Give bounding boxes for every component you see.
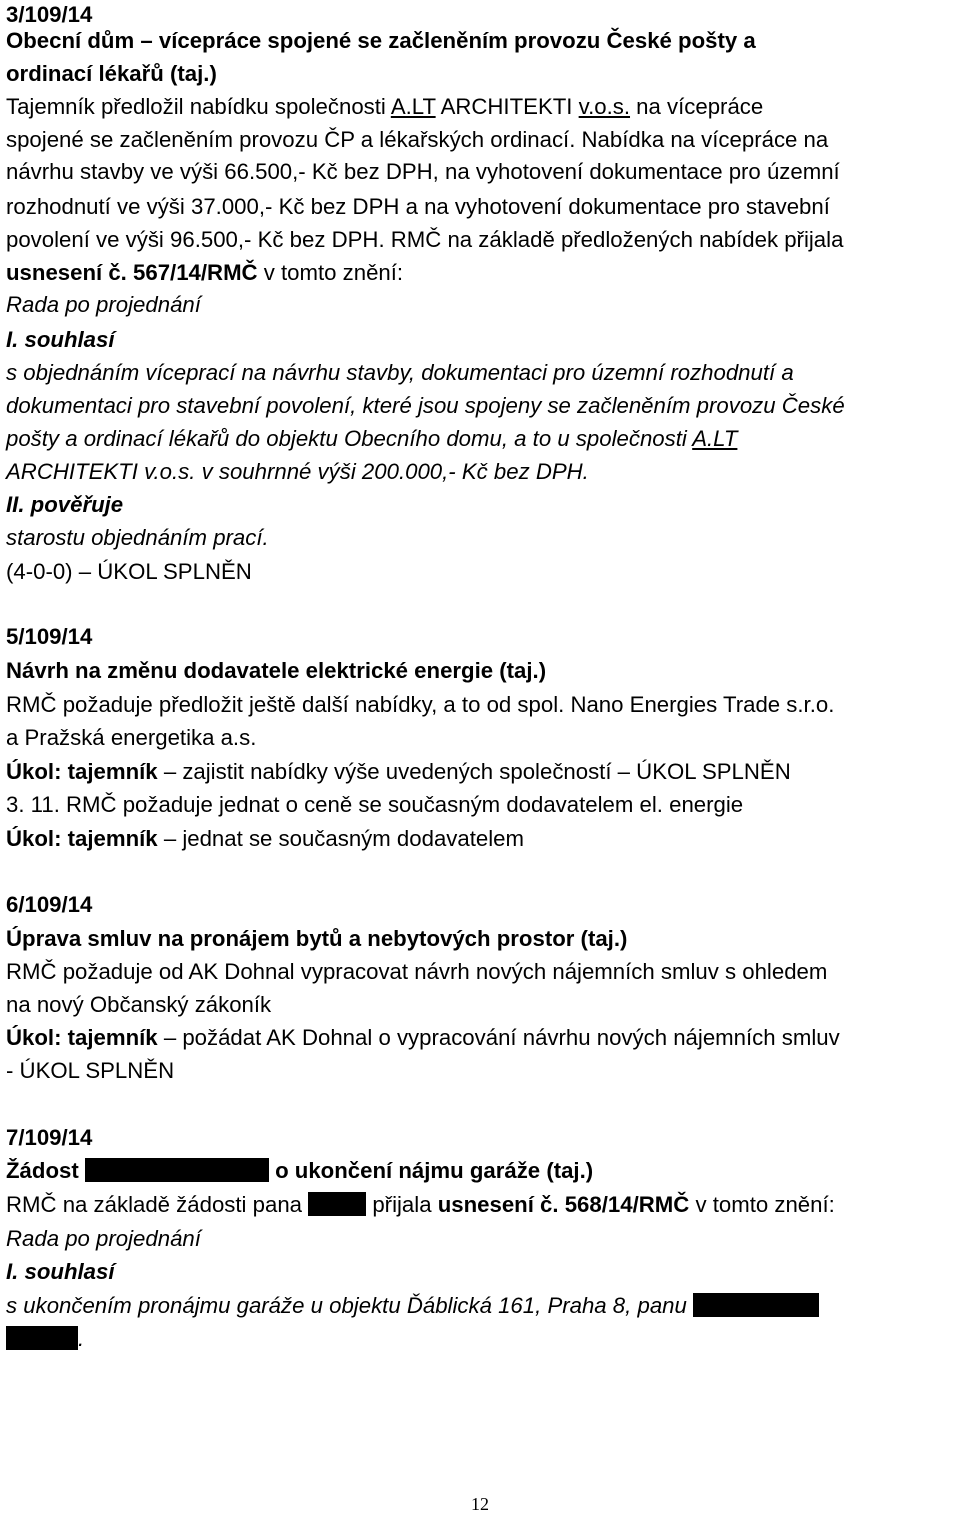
section-title: Žádost o ukončení nájmu garáže (taj.) bbox=[6, 1158, 594, 1183]
section-title-cont: ordinací lékařů (taj.) bbox=[6, 61, 217, 86]
resolution-intro: Rada po projednání bbox=[6, 1226, 201, 1251]
task-line: Úkol: tajemník – zajistit nabídky výše uvedených společností – ÚKOL SPLNĚN bbox=[6, 759, 791, 784]
resolution-text: s objednáním víceprací na návrhu stavby, dokumentaci pro územní rozhodnutí a bbox=[6, 360, 794, 385]
section-id: 6/109/14 bbox=[6, 892, 93, 917]
paragraph-line: usnesení č. 567/14/RMČ v tomto znění: bbox=[6, 260, 404, 285]
resolution-text: starostu objednáním prací. bbox=[6, 525, 269, 550]
link-alt[interactable]: A.LT bbox=[390, 94, 436, 119]
paragraph-line: povolení ve výši 96.500,- Kč bez DPH. RMČ na základě předložených nabídek přijala bbox=[6, 227, 844, 252]
resolution-clause: II. pověřuje bbox=[6, 492, 124, 517]
section-id: 5/109/14 bbox=[6, 624, 93, 649]
resolution-text: dokumentaci pro stavební povolení, které jsou spojeny se začleněním provozu České bbox=[6, 393, 845, 418]
resolution-text: pošty a ordinací lékařů do objektu Obecního domu, a to u společnosti A.LT bbox=[6, 426, 738, 451]
paragraph-line: RMČ na základě žádosti pana přijala usnesení č. 568/14/RMČ v tomto znění: bbox=[6, 1192, 835, 1217]
resolution-text: . bbox=[6, 1326, 84, 1352]
link-vos[interactable]: v.o.s. bbox=[578, 94, 631, 119]
section-title: Návrh na změnu dodavatele elektrické energie (taj.) bbox=[6, 658, 547, 683]
section-id: 3/109/14 bbox=[6, 2, 93, 27]
paragraph-line: - ÚKOL SPLNĚN bbox=[6, 1058, 175, 1083]
resolution-intro: Rada po projednání bbox=[6, 292, 201, 317]
redaction-block bbox=[85, 1158, 269, 1182]
resolution-text: s ukončením pronájmu garáže u objektu Ďáblická 161, Praha 8, panu bbox=[6, 1293, 819, 1319]
redaction-block bbox=[6, 1326, 78, 1350]
paragraph-line: RMČ požaduje od AK Dohnal vypracovat návrh nových nájemních smluv s ohledem bbox=[6, 959, 828, 984]
task-line: Úkol: tajemník – požádat AK Dohnal o vypracování návrhu nových nájemních smluv bbox=[6, 1025, 840, 1050]
section-id: 7/109/14 bbox=[6, 1125, 93, 1150]
paragraph-line: 3. 11. RMČ požaduje jednat o ceně se současným dodavatelem el. energie bbox=[6, 792, 744, 817]
paragraph-line: rozhodnutí ve výši 37.000,- Kč bez DPH a na vyhotovení dokumentace pro stavební bbox=[6, 194, 830, 219]
task-line: Úkol: tajemník – jednat se současným dodavatelem bbox=[6, 826, 524, 851]
redaction-block bbox=[693, 1293, 819, 1317]
resolution-text: ARCHITEKTI v.o.s. v souhrnné výši 200.000,- Kč bez DPH. bbox=[6, 459, 589, 484]
resolution-clause: I. souhlasí bbox=[6, 1259, 115, 1284]
paragraph-line: RMČ požaduje předložit ještě další nabídky, a to od spol. Nano Energies Trade s.r.o. bbox=[6, 692, 835, 717]
paragraph-line: Tajemník předložil nabídku společnosti A.LT ARCHITEKTI v.o.s. na vícepráce bbox=[6, 94, 764, 119]
section-title: Úprava smluv na pronájem bytů a nebytových prostor (taj.) bbox=[6, 926, 628, 951]
paragraph-line: návrhu stavby ve výši 66.500,- Kč bez DPH, na vyhotovení dokumentace pro územní bbox=[6, 159, 840, 184]
resolution-clause: I. souhlasí bbox=[6, 327, 115, 352]
redaction-block bbox=[308, 1192, 366, 1216]
link-alt[interactable]: A.LT bbox=[692, 426, 738, 451]
paragraph-line: spojené se začleněním provozu ČP a lékařských ordinací. Nabídka na vícepráce na bbox=[6, 127, 829, 152]
paragraph-line: na nový Občanský zákoník bbox=[6, 992, 272, 1017]
paragraph-line: a Pražská energetika a.s. bbox=[6, 725, 257, 750]
section-title: Obecní dům – vícepráce spojené se začleněním provozu České pošty a bbox=[6, 28, 756, 53]
vote-result: (4-0-0) – ÚKOL SPLNĚN bbox=[6, 559, 252, 584]
page-number: 12 bbox=[471, 1494, 489, 1514]
